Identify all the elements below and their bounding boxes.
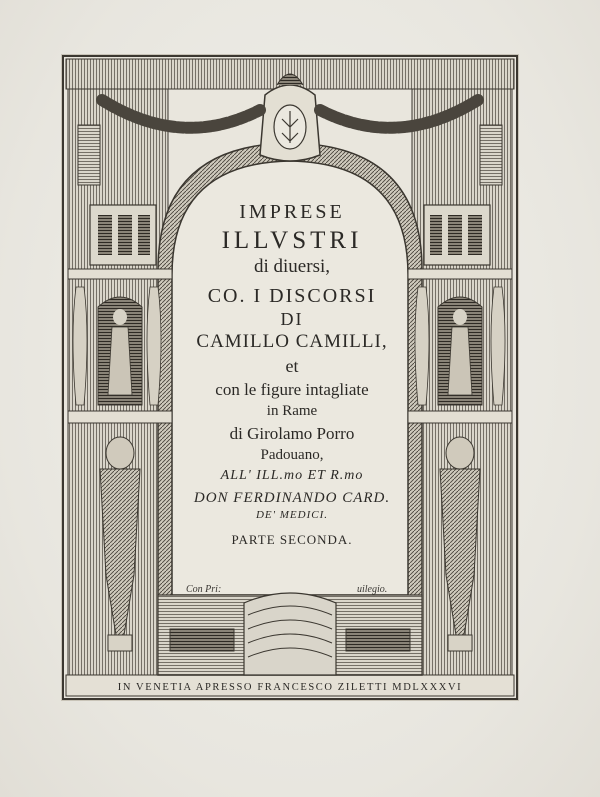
imprint-line: IN VENETIA APRESSO FRANCESCO ZILETTI MDLXXXVI <box>117 682 463 693</box>
engraver-origin: Padouano, <box>260 447 324 463</box>
title-imprese: IMPRESE <box>239 201 345 223</box>
privilege-left: Con Pri: <box>186 584 222 595</box>
author-name: CAMILLO CAMILLI, <box>196 331 388 352</box>
title-figure-intagliate: con le figure intagliate <box>215 380 369 399</box>
title-illustri: ILLVSTRI <box>221 227 363 254</box>
title-di-diuersi: di diuersi, <box>254 256 330 277</box>
title-in-rame: in Rame <box>266 403 318 419</box>
part-label: PARTE SECONDA. <box>231 532 353 547</box>
privilege-right: uilegio. <box>357 584 388 595</box>
dedication-family: DE' MEDICI. <box>255 509 328 521</box>
title-coi-discorsi: CO. I DISCORSI <box>207 285 377 307</box>
engraver-name: di Girolamo Porro <box>229 424 355 443</box>
dedication-honorific: ALL' ILL.mo ET R.mo <box>220 468 364 483</box>
title-et: et <box>285 356 299 376</box>
title-block <box>168 196 416 546</box>
dedication-name: DON FERDINANDO CARD. <box>193 490 391 506</box>
title-di: DI <box>280 309 304 329</box>
